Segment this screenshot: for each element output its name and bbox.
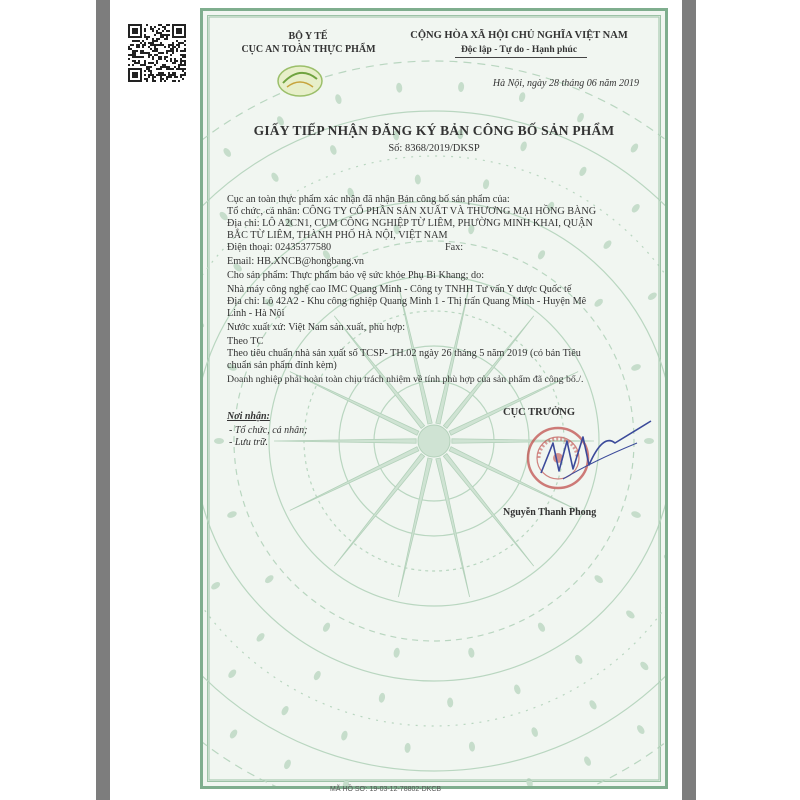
body-line: Email: HB.XNCB@hongbang.vn — [227, 256, 365, 267]
fax-label: Fax: — [445, 242, 464, 253]
national-motto: Độc lập - Tự do - Hạnh phúc — [460, 45, 578, 55]
body-line: Địa chỉ: LÔ A2CN1, CỤM CÔNG NGHIỆP TỪ LIÊM, PHƯỜNG MINH KHAI, QUẬN — [227, 218, 593, 229]
body-line: Cho sản phẩm: Thực phẩm bảo vệ sức khỏe Phụ Bì Khang; do: — [227, 270, 485, 281]
certificate-title: GIẤY TIẾP NHẬN ĐĂNG KÝ BẢN CÔNG BỐ SẢN PHẨM — [253, 123, 615, 138]
place-and-date: Hà Nội, ngày 28 tháng 06 năm 2019 — [492, 78, 639, 89]
handwritten-signature-icon — [533, 413, 653, 493]
dossier-code: MÃ HỒ SƠ: 19-03-12-78802-DKCB — [330, 786, 442, 793]
body-line: Địa chỉ: Lô 42A2 - Khu công nghiệp Quang Minh 1 - Thị trấn Quang Minh - Huyện Mê — [227, 296, 587, 307]
certificate-document — [200, 8, 668, 789]
motto-underline — [455, 57, 587, 58]
signatory-title: CỤC TRƯỞNG — [503, 407, 576, 418]
republic-heading: CỘNG HÒA XÃ HỘI CHỦ NGHĨA VIỆT NAM — [410, 30, 628, 41]
body-line: Linh - Hà Nội — [227, 308, 285, 319]
food-safety-logo-icon — [273, 59, 327, 99]
body-line: Theo tiêu chuẩn nhà sản xuất số TCSP- TH.02 ngày 26 tháng 5 năm 2019 (có bản Tiêu — [227, 348, 581, 359]
body-line: Theo TC — [227, 336, 264, 347]
body-line: Doanh nghiệp phải hoàn toàn chịu trách nhiệm về tính phù hợp của sản phẩm đã công bố./. — [227, 374, 584, 385]
right-scroll-bar — [682, 0, 696, 800]
body-line: Nước xuất xứ: Việt Nam sản xuất, phù hợp: — [227, 322, 406, 333]
body-line: Tổ chức, cá nhân: CÔNG TY CỔ PHẦN SẢN XUẤT VÀ THƯƠNG MẠI HỒNG BÀNG — [227, 206, 597, 217]
left-scroll-bar — [96, 0, 110, 800]
recipient-item: - Lưu trữ. — [229, 437, 268, 448]
signatory-name: Nguyễn Thanh Phong — [503, 507, 597, 518]
ministry-name: BỘ Y TẾ — [288, 31, 328, 42]
body-line: Nhà máy công nghệ cao IMC Quang Minh - Công ty TNHH Tư vấn Y dược Quốc tế — [227, 284, 572, 295]
recipients-heading: Nơi nhận: — [227, 411, 270, 422]
department-name: CỤC AN TOÀN THỰC PHẨM — [241, 44, 376, 55]
body-line: Cục an toàn thực phẩm xác nhận đã nhận Bản công bố sản phẩm của: — [227, 194, 510, 205]
body-line: Điện thoại: 02435377580 — [227, 242, 332, 253]
body-line: BẮC TỪ LIÊM, THÀNH PHỐ HÀ NỘI, VIỆT NAM — [227, 230, 448, 241]
certificate-number: Số: 8368/2019/DKSP — [388, 143, 480, 154]
recipient-item: - Tổ chức, cá nhân; — [229, 425, 308, 436]
qr-code-image — [128, 24, 186, 82]
body-line: chuẩn sản phẩm đính kèm) — [227, 360, 337, 371]
